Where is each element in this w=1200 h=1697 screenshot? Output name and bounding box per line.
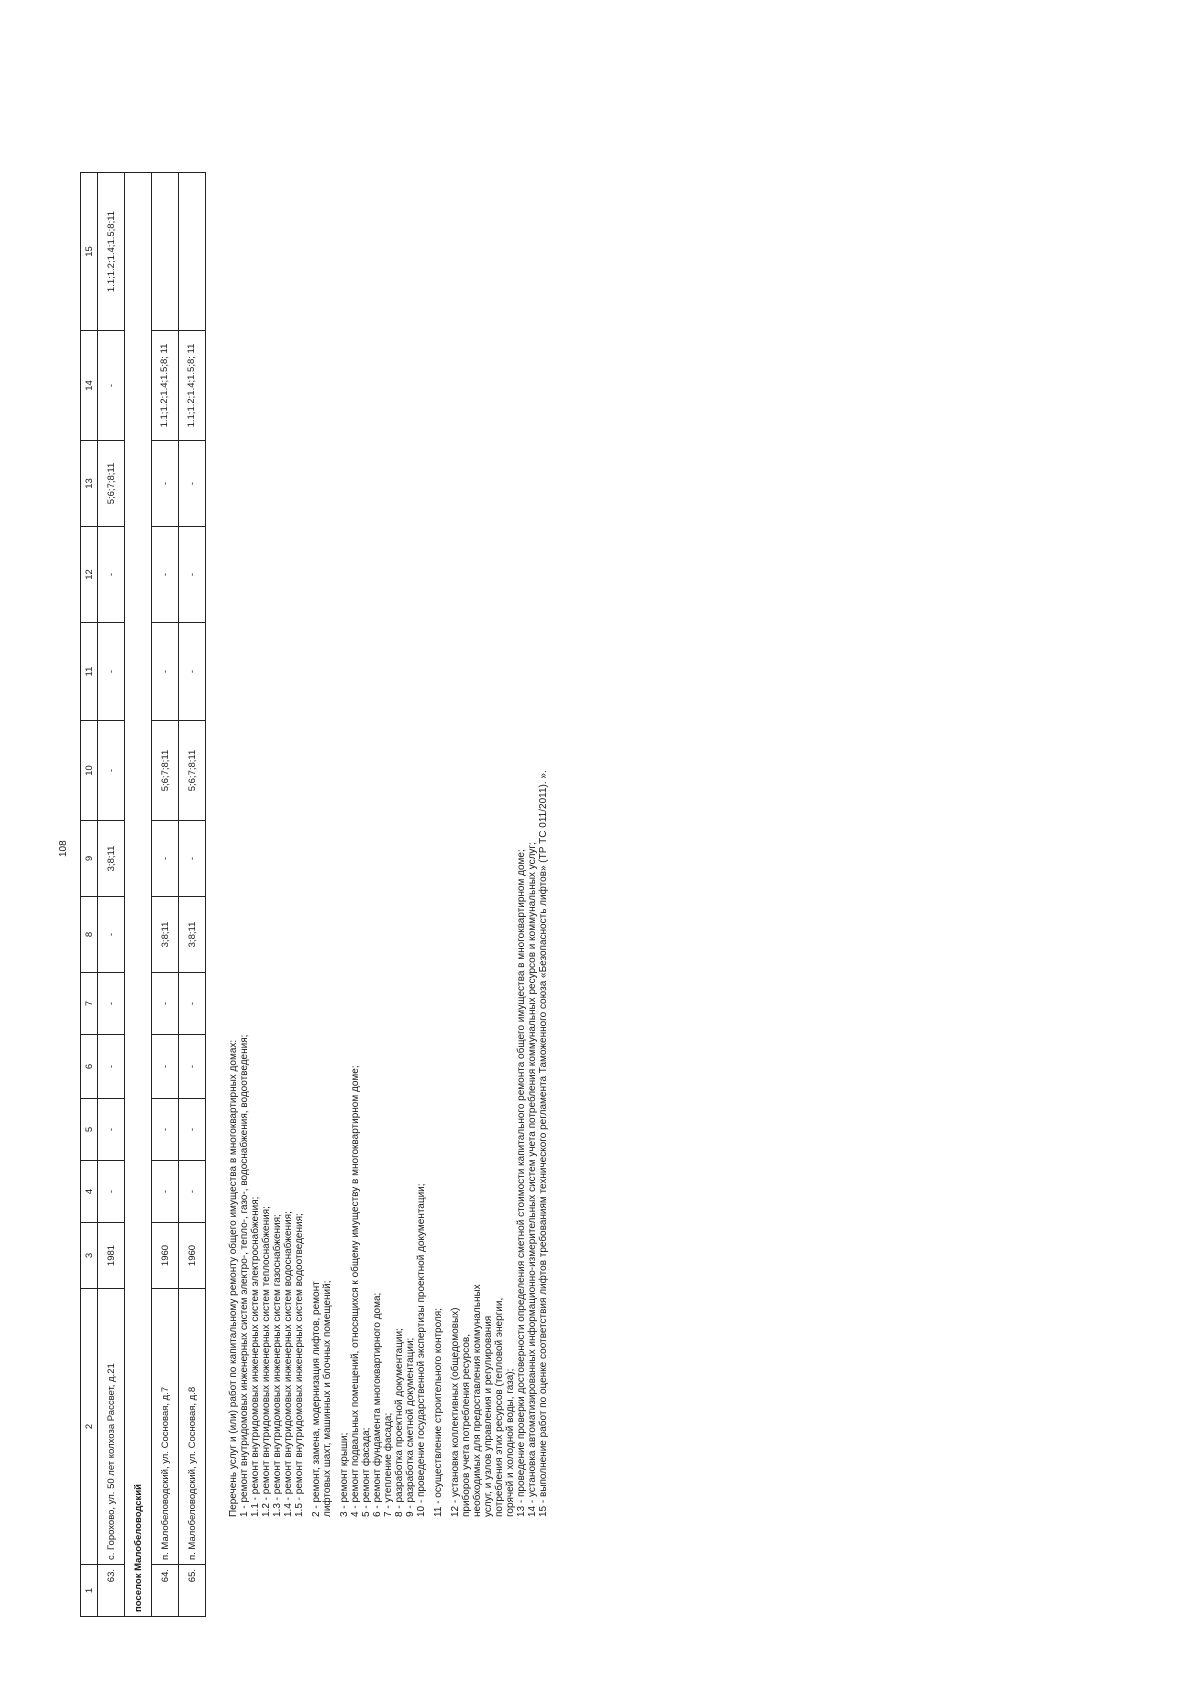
legend-line: 3 - ремонт крыши;: [339, 1432, 350, 1517]
column-number-cell: 10: [81, 721, 98, 821]
table-row: [179, 173, 206, 1617]
column-number-cell: 5: [81, 1099, 98, 1161]
table-cell: 5;6;7;8;11: [98, 441, 125, 527]
table-cell: -: [152, 821, 179, 897]
column-number-cell: 13: [81, 441, 98, 527]
column-number-row: [81, 173, 98, 1617]
section-row: [125, 173, 152, 1617]
table-cell: -: [98, 623, 125, 721]
table-cell: -: [179, 441, 206, 527]
column-number-cell: 7: [81, 973, 98, 1035]
legend-line: Перечень услуг и (или) работ по капитальному ремонту общего имущества в многоквартирных домах:: [228, 1039, 239, 1517]
column-number-cell: 2: [81, 1289, 98, 1565]
table-cell: -: [98, 897, 125, 973]
legend-line: 1.1 - ремонт внутридомовых инженерных систем электроснабжения;: [250, 1196, 261, 1517]
section-label: поселок Малобеловодский: [125, 173, 152, 1617]
column-number-cell: 14: [81, 331, 98, 441]
table-cell: -: [152, 623, 179, 721]
legend-line: 8 - разработка проектной документации;: [394, 1328, 405, 1517]
legend-line: 1.4 - ремонт внутридомовых инженерных систем водоснабжения;: [283, 1211, 294, 1517]
row-number-cell: 64.: [152, 1565, 179, 1617]
table-cell: -: [179, 527, 206, 623]
table-cell: 3;8;11: [179, 897, 206, 973]
column-number-cell: 4: [81, 1161, 98, 1223]
table-cell: -: [98, 1035, 125, 1099]
legend-line: 1.5 - ремонт внутридомовых инженерных систем водоотведения;: [294, 1213, 305, 1517]
table-cell: -: [152, 527, 179, 623]
column-number-cell: 8: [81, 897, 98, 973]
table-cell: -: [98, 527, 125, 623]
table-cell: -: [98, 1099, 125, 1161]
legend-line: услуг, и узлов управления и регулирования: [483, 1315, 494, 1517]
table-cell: 1960: [179, 1223, 206, 1289]
legend-line: 15 - выполнение работ по оценке соответствия лифтов требованиям технического регламента Таможенного союза «Безопасность лифтов» (ТР ТС 011/2011). ».: [538, 770, 549, 1517]
column-number-cell: 11: [81, 623, 98, 721]
table-cell: -: [152, 441, 179, 527]
legend-line: 10 - проведение государственной экспертизы проектной документации;: [416, 1183, 427, 1517]
legend-line: 1 - ремонт внутридомовых инженерных систем электро-, тепло-, газо-, водоснабжения, водоотведения;: [239, 1034, 250, 1517]
legend-line: приборов учета потребления ресурсов,: [461, 1334, 472, 1517]
capital-repair-table: [80, 172, 206, 1617]
work-types-legend: [228, 317, 549, 1517]
legend-line: необходимых для предоставления коммунальных: [472, 1284, 483, 1517]
table-cell: 1.1;1.2;1.4;1.5;8;11: [98, 173, 125, 331]
table-cell: 3;8;11: [152, 897, 179, 973]
table-cell: [179, 173, 206, 331]
table-row: [98, 173, 125, 1617]
legend-line: 12 - установка коллективных (общедомовых): [450, 1307, 461, 1517]
legend-line: горячей и холодной воды, газа);: [505, 1368, 516, 1517]
table-cell: -: [179, 623, 206, 721]
table-cell: -: [152, 1099, 179, 1161]
legend-line: 2 - ремонт, замена, модернизация лифтов, ремонт: [311, 1281, 322, 1517]
column-number-cell: 9: [81, 821, 98, 897]
table-cell: -: [152, 1161, 179, 1223]
table-cell: 3;8;11: [98, 821, 125, 897]
legend-line: 6 - ремонт фундамента многоквартирного дома;: [372, 1292, 383, 1517]
legend-line: 7 - утепление фасада;: [383, 1412, 394, 1517]
column-number-cell: 6: [81, 1035, 98, 1099]
legend-line: 13 - проведение проверки достоверности определения сметной стоимости капитального ремонта общего имущества в многоквартирном доме;: [516, 849, 527, 1517]
table-cell: -: [179, 1161, 206, 1223]
table-cell: -: [179, 1099, 206, 1161]
legend-line: 9 - разработка сметной документации;: [405, 1337, 416, 1517]
table-cell: 5;6;7;8;11: [179, 721, 206, 821]
table-cell: -: [152, 1035, 179, 1099]
column-number-cell: 1: [81, 1565, 98, 1617]
legend-line: 1.2 - ремонт внутридомовых инженерных систем теплоснабжения;: [261, 1206, 272, 1517]
table-cell: -: [179, 821, 206, 897]
row-number-cell: 63.: [98, 1565, 125, 1617]
legend-line: 14 - установка автоматизированных информационно-измерительных систем учета потребления коммунальных ресурсов и коммунальных услуг;: [527, 842, 538, 1517]
table-cell: -: [179, 1035, 206, 1099]
legend-line: 1.3 - ремонт внутридомовых инженерных систем газоснабжения;: [272, 1214, 283, 1517]
legend-line: потребления этих ресурсов (тепловой энергии,: [494, 1297, 505, 1517]
table-row: [152, 173, 179, 1617]
table-cell: -: [179, 973, 206, 1035]
column-number-cell: 12: [81, 527, 98, 623]
table-cell: 5;6;7;8;11: [152, 721, 179, 821]
address-cell: п. Малобеловодский, ул. Сосновая, д.7: [152, 1289, 179, 1565]
table-cell: 1.1;1.2;1.4;1.5;8; 11: [179, 331, 206, 441]
address-cell: п. Малобеловодский, ул. Сосновая, д.8: [179, 1289, 206, 1565]
table-cell: 1960: [152, 1223, 179, 1289]
column-number-cell: 15: [81, 173, 98, 331]
table-cell: -: [152, 973, 179, 1035]
column-number-cell: 3: [81, 1223, 98, 1289]
table-cell: [152, 173, 179, 331]
legend-line: 5 - ремонт фасада;: [361, 1427, 372, 1517]
table-cell: 1981: [98, 1223, 125, 1289]
legend-line: 4 - ремонт подвальных помещений, относящихся к общему имуществу в многоквартирном доме;: [350, 1065, 361, 1517]
table-cell: -: [98, 721, 125, 821]
table-cell: -: [98, 973, 125, 1035]
address-cell: с. Горохово, ул. 50 лет колхоза Рассвет, д.21: [98, 1289, 125, 1565]
table-cell: 1.1;1.2;1.4;1.5;8; 11: [152, 331, 179, 441]
page-number: 108: [58, 840, 69, 857]
legend-line: 11 - осуществление строительного контроля;: [433, 1308, 444, 1517]
legend-line: лифтовых шахт, машинных и блочных помещений;: [322, 1280, 333, 1517]
table-cell: -: [98, 1161, 125, 1223]
row-number-cell: 65.: [179, 1565, 206, 1617]
table-cell: -: [98, 331, 125, 441]
